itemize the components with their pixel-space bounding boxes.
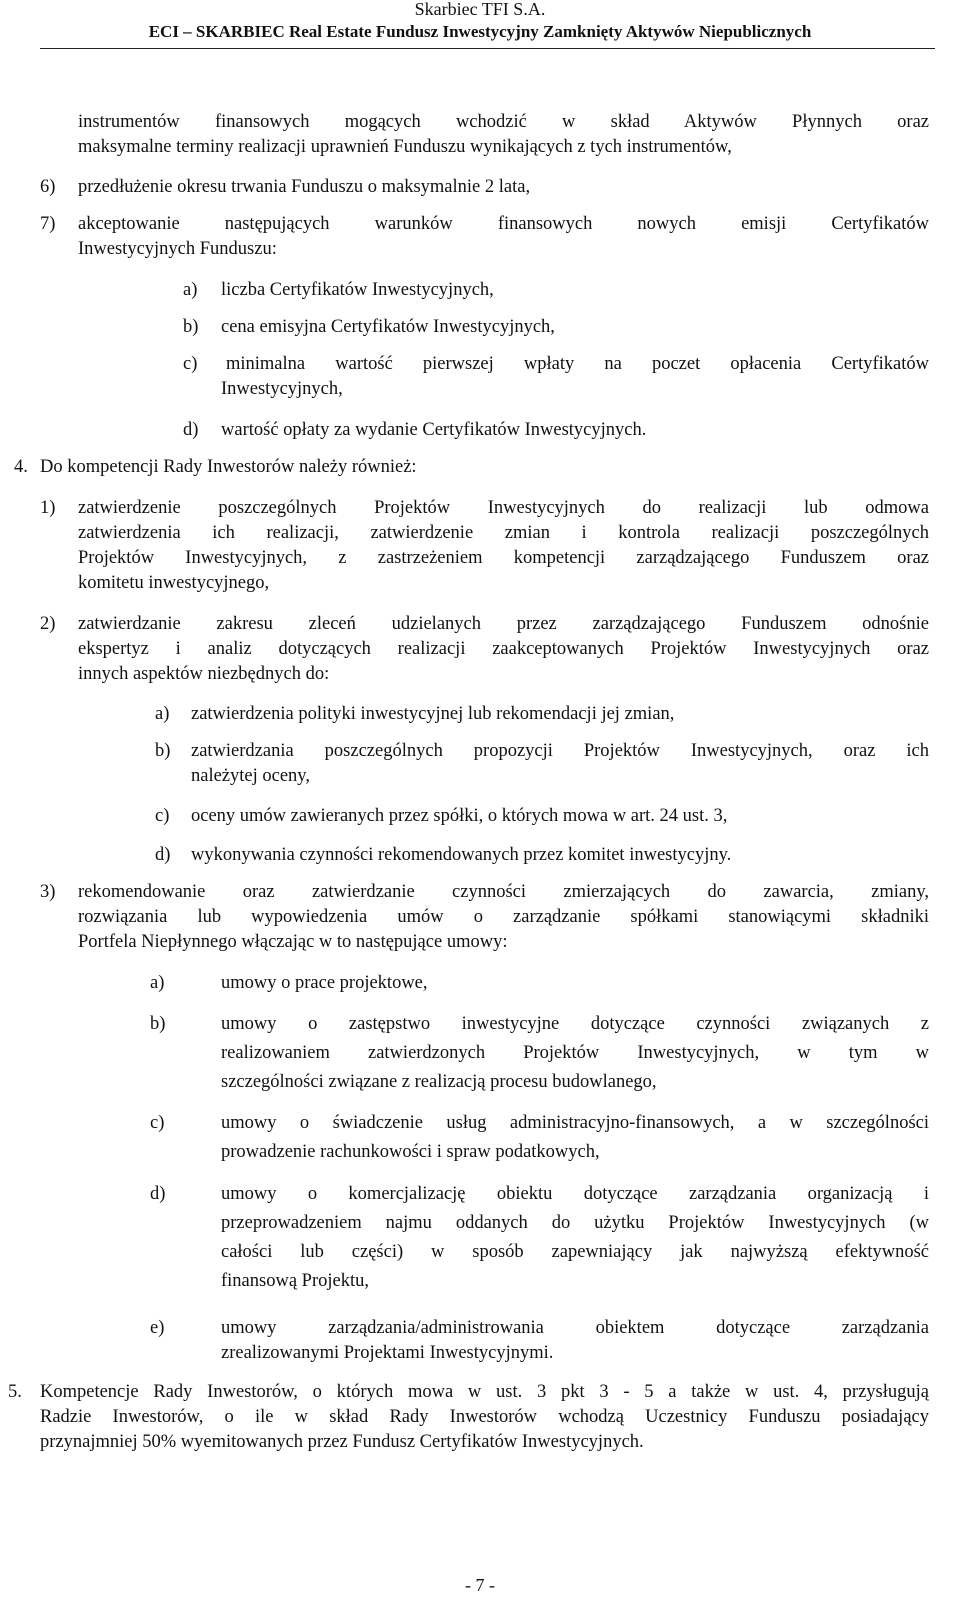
intro-line-1: instrumentów finansowych mogących wchodzić w skład Aktywów Płynnych oraz xyxy=(78,112,929,132)
intro-line-2: maksymalne terminy realizacji uprawnień Funduszu wynikających z tych instrumentów, xyxy=(78,137,732,157)
sub-item-letter: c) xyxy=(155,806,170,826)
sub-item-letter: b) xyxy=(183,317,199,337)
sub-item: wykonywania czynności rekomendowanych przez komitet inwestycyjny. xyxy=(191,845,732,865)
item-number: 1) xyxy=(40,498,56,518)
sub-item-cont: prowadzenie rachunkowości i spraw podatkowych, xyxy=(221,1142,600,1162)
item-line: innych aspektów niezbędnych do: xyxy=(78,664,330,684)
item-line: Portfela Niepłynnego włączając w to następujące umowy: xyxy=(78,932,508,952)
item-line: zatwierdzanie zakresu zleceń udzielanych przez zarządzającego Funduszem odnośnie xyxy=(78,614,929,634)
section-line: Kompetencje Rady Inwestorów, o których mowa w ust. 3 pkt 3 - 5 a także w ust. 4, przysługują xyxy=(40,1382,929,1402)
sub-item: umowy o świadczenie usług administracyjno-finansowych, a w szczególności xyxy=(221,1113,929,1133)
sub-item-letter: a) xyxy=(150,973,165,993)
list-item: akceptowanie następujących warunków finansowych nowych emisji Certyfikatów xyxy=(78,214,929,234)
sub-item-letter: c) xyxy=(183,354,198,374)
sub-item: zatwierdzania poszczególnych propozycji Projektów Inwestycyjnych, oraz ich xyxy=(191,741,929,761)
item-line: rozwiązania lub wypowiedzenia umów o zarządzanie spółkami stanowiącymi składniki xyxy=(78,907,929,927)
section-line: przynajmniej 50% wyemitowanych przez Fundusz Certyfikatów Inwestycyjnych. xyxy=(40,1432,644,1452)
section-number: 5. xyxy=(8,1382,22,1402)
sub-item-cont: całości lub części) w sposób zapewniający jak najwyższą efektywność xyxy=(221,1242,929,1262)
sub-item-letter: a) xyxy=(155,704,170,724)
sub-item-letter: b) xyxy=(150,1014,166,1034)
sub-item-letter: c) xyxy=(150,1113,165,1133)
sub-item: umowy zarządzania/administrowania obiektem dotyczące zarządzania xyxy=(221,1318,929,1338)
section-line: Radzie Inwestorów, o ile w skład Rady Inwestorów wchodzą Uczestnicy Funduszu posiadający xyxy=(40,1407,929,1427)
sub-item: umowy o prace projektowe, xyxy=(221,973,428,993)
item-line: rekomendowanie oraz zatwierdzanie czynności zmierzających do zawarcia, zmiany, xyxy=(78,882,929,902)
company-name: Skarbiec TFI S.A. xyxy=(414,0,546,19)
item-number: 3) xyxy=(40,882,56,902)
sub-item-letter: b) xyxy=(155,741,171,761)
sub-item-letter: d) xyxy=(155,845,171,865)
sub-item-cont: finansową Projektu, xyxy=(221,1271,369,1291)
item-line: komitetu inwestycyjnego, xyxy=(78,573,270,593)
sub-item: cena emisyjna Certyfikatów Inwestycyjnych, xyxy=(221,317,555,337)
sub-item: zatwierdzenia polityki inwestycyjnej lub rekomendacji jej zmian, xyxy=(191,704,675,724)
sub-item: oceny umów zawieranych przez spółki, o których mowa w art. 24 ust. 3, xyxy=(191,806,728,826)
item-number: 2) xyxy=(40,614,56,634)
sub-item-cont: szczególności związane z realizacją procesu budowlanego, xyxy=(221,1072,657,1092)
item-line: zatwierdzenie poszczególnych Projektów Inwestycyjnych do realizacji lub odmowa xyxy=(78,498,929,518)
sub-item-cont: należytej oceny, xyxy=(191,766,310,786)
page-number: - 7 - xyxy=(465,1575,495,1595)
sub-item-letter: a) xyxy=(183,280,198,300)
item-line: zatwierdzenia ich realizacji, zatwierdzenie zmian i kontrola realizacji poszczególnych xyxy=(78,523,929,543)
item-line: Projektów Inwestycyjnych, z zastrzeżeniem kompetencji zarządzającego Funduszem oraz xyxy=(78,548,929,568)
item-number: 7) xyxy=(40,214,56,234)
sub-item: umowy o zastępstwo inwestycyjne dotyczące czynności związanych z xyxy=(221,1014,929,1034)
item-line: ekspertyz i analiz dotyczących realizacji zaakceptowanych Projektów Inwestycyjnych oraz xyxy=(78,639,929,659)
header-divider xyxy=(40,48,935,49)
list-item-cont: Inwestycyjnych Funduszu: xyxy=(78,239,277,259)
item-number: 6) xyxy=(40,177,56,197)
sub-item: umowy o komercjalizację obiektu dotyczące zarządzania organizacją i xyxy=(221,1184,929,1204)
section-heading: Do kompetencji Rady Inwestorów należy również: xyxy=(40,457,417,477)
sub-item-cont: zrealizowanymi Projektami Inwestycyjnymi. xyxy=(221,1343,554,1363)
sub-item-cont: realizowaniem zatwierdzonych Projektów Inwestycyjnych, w tym w xyxy=(221,1043,929,1063)
sub-item-cont: przeprowadzeniem najmu oddanych do użytku Projektów Inwestycyjnych (w xyxy=(221,1213,929,1233)
section-number: 4. xyxy=(14,457,28,477)
sub-item-cont: Inwestycyjnych, xyxy=(221,379,343,399)
fund-name: ECI – SKARBIEC Real Estate Fundusz Inwestycyjny Zamknięty Aktywów Niepublicznych xyxy=(148,22,812,41)
sub-item-letter: d) xyxy=(183,420,199,440)
list-item: przedłużenie okresu trwania Funduszu o maksymalnie 2 lata, xyxy=(78,177,531,197)
sub-item-letter: d) xyxy=(150,1184,166,1204)
sub-item: minimalna wartość pierwszej wpłaty na poczet opłacenia Certyfikatów xyxy=(226,354,929,374)
sub-item-letter: e) xyxy=(150,1318,165,1338)
sub-item: wartość opłaty za wydanie Certyfikatów Inwestycyjnych. xyxy=(221,420,647,440)
sub-item: liczba Certyfikatów Inwestycyjnych, xyxy=(221,280,494,300)
